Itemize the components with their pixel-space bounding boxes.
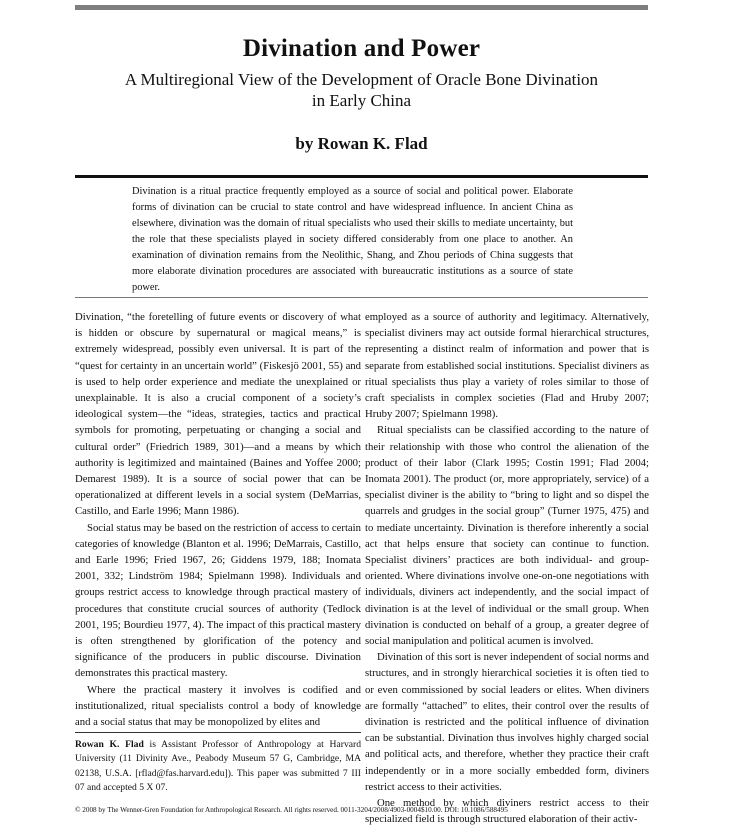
subtitle-line-2: in Early China [311,91,412,110]
abstract-bottom-rule [75,297,648,298]
footnote-rule [75,732,361,733]
body-column-right [365,309,649,828]
author-byline: by Rowan K. Flad [295,134,428,153]
top-rule [75,5,648,10]
paragraph: employed as a source of authority and legitimacy. Alternatively, specialist diviners may act outside formal hierarchical structures, representing a distinct realm of information and power that is separate from established social institutions. Specialist diviners as ritual specialists thus play a variety of roles similar to those of craft specialists in complex societies (Flad and Hruby 2007; Hruby 2007; Spielmann 1998). [365,311,649,421]
paragraph: Divination of this sort is never independent of social norms and structures, and in strongly hierarchical societies it is often tied to or even commissioned by social leaders or elites. When diviners are formally “attached” to elites, their control over the results of divination is restricted and the political influence of divination can be substantial. Divination thus involves highly charged social and political acts, and therefore, whether they practice their craft independently or in a more socially embedded form, diviners restrict access to their activities. [365,651,649,793]
paragraph: One method by which diviners restrict access to their specialized field is through structured elaboration of their activ- [365,797,649,826]
paragraph: Social status may be based on the restriction of access to certain categories of knowledge (Blanton et al. 1996; DeMarrais, Castillo, and Earle 1996; Fried 1967, 26; Giddens 1979, 188; Inomata 2001, 332; Lindström 1984; Spielmann 1998). Individuals and groups restrict access to knowledge through practical mastery of procedures that constitute crucial sources of authority (Tedlock 2001, 195; Bourdieu 1977, 4). The impact of this practical mastery is often strengthened by glorification of the potency and significance of the producers in public discourse. Divination demonstrates this practical mastery. [75,521,361,680]
abstract-top-rule [75,175,648,178]
article-title: Divination and Power [242,35,481,62]
paragraph: Where the practical mastery it involves is codified and institutionalized, ritual specialists control a body of knowledge and a social status that may be monopolized by elites and [75,683,361,729]
author-footnote [75,738,361,796]
paper-page [75,0,648,832]
paragraph: Divination, “the foretelling of future events or discovery of what is hidden or obscure by supernatural or magical means,” is extremely widespread, possibly even universal. It is part of the “quest for certainty in an uncertain world” (Fiskesjö 2001, 55) and is used to help order experience and mediate the unexplained or unexplainable. It is also a crucial component of a society’s ideological system—the “ideas, strategies, tactics and practical symbols for promoting, perpetuating or changing a social and cultural order” (Friedrich 1989, 301)—and a means by which authority is legitimized and maintained (Baines and Yoffee 2000; Demarest 1989). It is a source of social power that can be operationalized at different levels in a social system (DeMarrias, Castillo, and Earle 1996; Mann 1986). [75,311,361,518]
article-subtitle [75,69,648,111]
body-column-left [75,309,361,730]
copyright-notice: © 2008 by The Wenner-Gren Foundation for Anthropological Research. All rights reserved. 0011-3204/2008/4903-0004$10.00. DOI: 10.1086/588495 [75,806,508,814]
footnote-text: is Assistant Professor of Anthropology at Harvard University (11 Divinity Ave., Peabody Museum 57 G, Cambridge, MA 02138, U.S.A. [rflad@fas.harvard.edu]). This paper was submitted 7 III 07 and accepted 5 X 07. [75,739,361,794]
paragraph: Ritual specialists can be classified according to the nature of their relationship with those who control the alienation of the product of their labor (Clark 1995; Costin 1991; Flad 2004; Inomata 2001). The product (or, more appropriately, service) of a specialist diviner is the ability to “bring to light and so dispel the quarrels and grudges in the social group” (Turner 1975, 475) and to mediate uncertainty. Divination is therefore inherently a social act that helps ensure that society can continue to function. Specialist diviners’ practices are both individual- and group-oriented. Where divinations involve one-on-one negotiations with individuals, diviners act independently, and the social impact of divination is at the level of individual or the small group. When divination is conducted on behalf of a group, a greater degree of social manipulation and political acumen is involved. [365,424,649,648]
subtitle-line-1: A Multiregional View of the Development of Oracle Bone Divination [124,70,599,89]
abstract: Divination is a ritual practice frequently employed as a source of social and political power. Elaborate forms of divination can be crucial to state control and have widespread influence. In ancient China as elsewhere, divination was the domain of ritual specialists who used their skills to mediate uncertainty, but the role that these specialists played in society differed considerably from one place to another. An examination of divination remains from the Neolithic, Shang, and Zhou periods of China suggests that more elaborate divination procedures are associated with bureaucratic institutions as a source of state power. [132,186,573,293]
footnote-author: Rowan K. Flad [75,739,144,750]
